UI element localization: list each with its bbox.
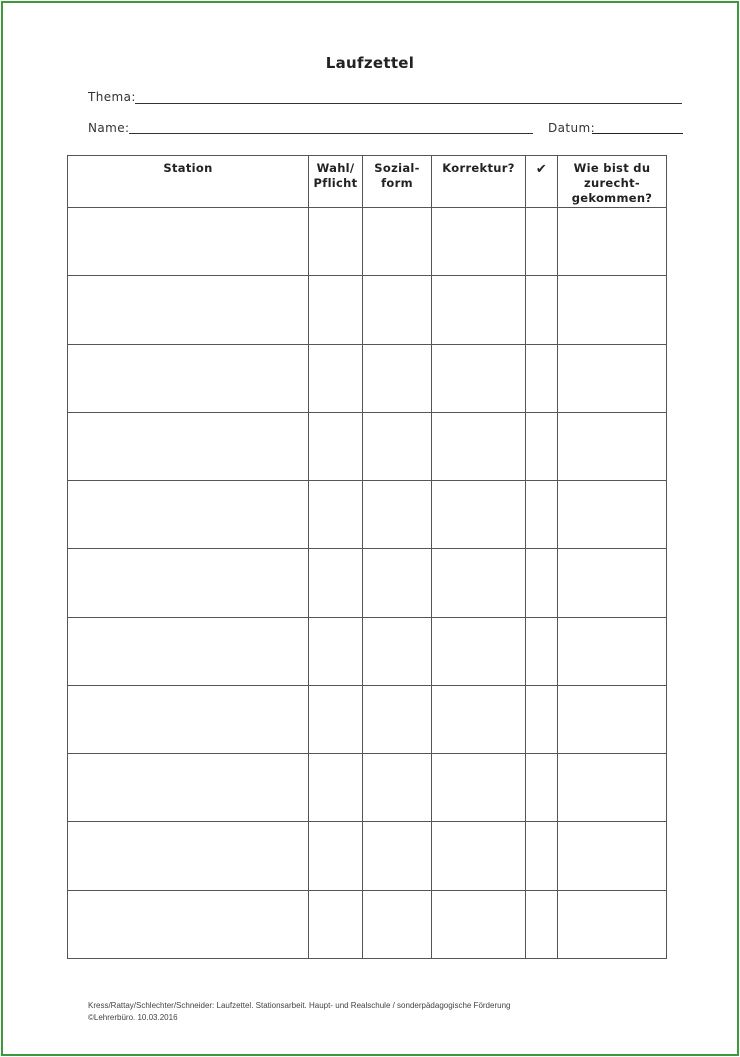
table-cell[interactable]	[309, 412, 363, 480]
table-cell[interactable]	[68, 685, 309, 753]
table-cell[interactable]	[526, 549, 558, 617]
table-row	[68, 344, 667, 412]
table-cell[interactable]	[526, 276, 558, 344]
table-cell[interactable]	[363, 549, 432, 617]
table-row	[68, 754, 667, 822]
header-wahl-pflicht: Wahl/ Pflicht	[309, 156, 363, 208]
table-cell[interactable]	[558, 549, 667, 617]
station-table	[67, 155, 667, 959]
table-row	[68, 549, 667, 617]
check-icon: ✔	[535, 162, 548, 177]
datum-field[interactable]	[592, 133, 683, 134]
table-cell[interactable]	[432, 549, 526, 617]
table-cell[interactable]	[309, 685, 363, 753]
table-cell[interactable]	[526, 617, 558, 685]
table-cell[interactable]	[309, 890, 363, 958]
header-sozialform: Sozial- form	[363, 156, 432, 208]
table-cell[interactable]	[526, 344, 558, 412]
page-title: Laufzettel	[325, 54, 415, 72]
table-cell[interactable]	[68, 412, 309, 480]
table-cell[interactable]	[68, 754, 309, 822]
table-cell[interactable]	[432, 685, 526, 753]
table-cell[interactable]	[432, 754, 526, 822]
table-cell[interactable]	[558, 754, 667, 822]
table-cell[interactable]	[309, 617, 363, 685]
table-cell[interactable]	[309, 276, 363, 344]
table-cell[interactable]	[363, 617, 432, 685]
table-cell[interactable]	[558, 685, 667, 753]
table-cell[interactable]	[363, 208, 432, 276]
table-cell[interactable]	[68, 890, 309, 958]
table-cell[interactable]	[68, 549, 309, 617]
table-cell[interactable]	[363, 890, 432, 958]
footer-credits: Kress/Rattay/Schlechter/Schneider: Laufzettel. Stationsarbeit. Haupt- und Realschule / sonderpädagogische Förderung	[88, 1001, 511, 1010]
table-cell[interactable]	[526, 685, 558, 753]
table-cell[interactable]	[363, 481, 432, 549]
table-cell[interactable]	[432, 617, 526, 685]
table-row	[68, 685, 667, 753]
table-row	[68, 617, 667, 685]
datum-label: Datum:	[548, 121, 596, 135]
table-cell[interactable]	[309, 208, 363, 276]
table-cell[interactable]	[309, 822, 363, 890]
table-cell[interactable]	[526, 754, 558, 822]
table-cell[interactable]	[558, 617, 667, 685]
name-label: Name:	[88, 121, 130, 135]
table-cell[interactable]	[68, 276, 309, 344]
table-cell[interactable]	[432, 890, 526, 958]
table-cell[interactable]	[68, 481, 309, 549]
table-cell[interactable]	[526, 822, 558, 890]
table-cell[interactable]	[432, 208, 526, 276]
table-cell[interactable]	[432, 412, 526, 480]
table-cell[interactable]	[432, 822, 526, 890]
table-cell[interactable]	[558, 208, 667, 276]
header-wie-bist-du: Wie bist du zurecht- gekommen?	[558, 156, 667, 208]
table-cell[interactable]	[68, 344, 309, 412]
table-cell[interactable]	[309, 549, 363, 617]
table-cell[interactable]	[558, 481, 667, 549]
table-cell[interactable]	[363, 822, 432, 890]
table-row	[68, 890, 667, 958]
header-korrektur: Korrektur?	[432, 156, 526, 208]
table-cell[interactable]	[68, 617, 309, 685]
header-check	[526, 156, 558, 208]
table-cell[interactable]	[363, 754, 432, 822]
table-row	[68, 208, 667, 276]
table-header-row	[68, 156, 667, 208]
table-cell[interactable]	[526, 412, 558, 480]
table-cell[interactable]	[363, 344, 432, 412]
table-row	[68, 822, 667, 890]
table-cell[interactable]	[309, 344, 363, 412]
header-station: Station	[68, 156, 309, 208]
table-cell[interactable]	[526, 481, 558, 549]
table-row	[68, 276, 667, 344]
table-cell[interactable]	[363, 276, 432, 344]
table-cell[interactable]	[526, 890, 558, 958]
table-cell[interactable]	[432, 481, 526, 549]
table-cell[interactable]	[68, 208, 309, 276]
table-cell[interactable]	[558, 276, 667, 344]
name-field[interactable]	[129, 133, 533, 134]
table-cell[interactable]	[68, 822, 309, 890]
table-cell[interactable]	[558, 412, 667, 480]
table-cell[interactable]	[432, 344, 526, 412]
thema-label: Thema:	[88, 90, 136, 104]
table-row	[68, 412, 667, 480]
table-cell[interactable]	[432, 276, 526, 344]
table-cell[interactable]	[558, 344, 667, 412]
footer	[88, 1000, 510, 1024]
table-cell[interactable]	[363, 412, 432, 480]
table-cell[interactable]	[309, 481, 363, 549]
table-cell[interactable]	[526, 208, 558, 276]
table-cell[interactable]	[558, 822, 667, 890]
table-cell[interactable]	[309, 754, 363, 822]
table-cell[interactable]	[363, 685, 432, 753]
table-cell[interactable]	[558, 890, 667, 958]
table-row	[68, 481, 667, 549]
thema-field[interactable]	[135, 103, 682, 104]
table-body	[68, 208, 667, 959]
footer-copyright: ©Lehrerbüro. 10.03.2016	[88, 1013, 178, 1022]
